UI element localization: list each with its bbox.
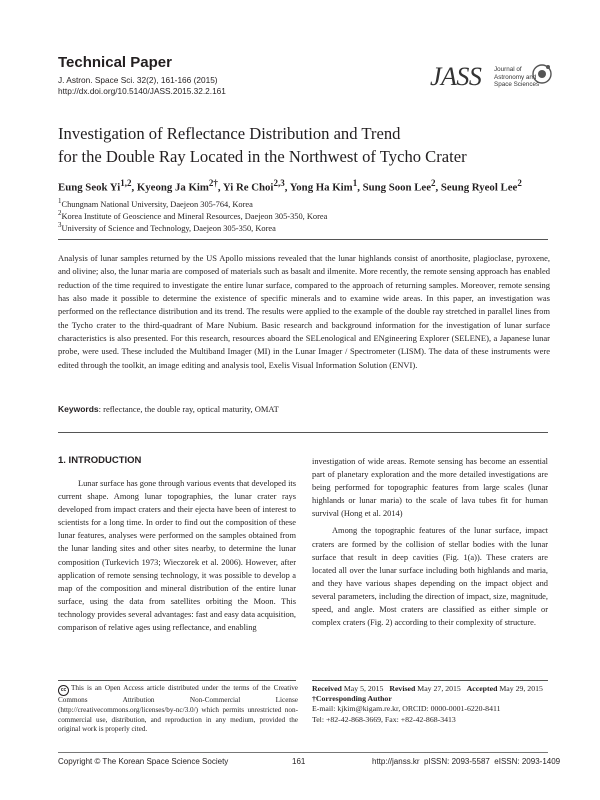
paper-title — [58, 122, 558, 168]
body-paragraph: investigation of wide areas. Remote sensing has become an essential part of planetary exploration and the more detailed investigations are being performed for topographic features from large scales (lunar highlands or lunar maria) to the scale of lava tubes fit for human survival (Hong et al. 2014) — [312, 457, 548, 519]
page-number: 161 — [292, 757, 306, 766]
logo-sub-line: Space Sciences — [494, 81, 540, 89]
keywords-label: Keywords — [58, 404, 99, 414]
corresponding-author: †Corresponding Author — [312, 694, 392, 704]
affiliation-sup: 3 — [58, 221, 62, 229]
author-sup: 1,2 — [120, 178, 132, 188]
title-line: for the Double Ray Located in the Northwest of Tycho Crater — [58, 147, 467, 166]
received-date: May 5, 2015 — [343, 684, 384, 693]
affiliation-text: Chungnam National University, Daejeon 305-764, Korea — [61, 199, 253, 209]
divider — [58, 432, 548, 433]
divider — [312, 680, 548, 681]
abstract: Analysis of lunar samples returned by the US Apollo missions revealed that the lunar highlands consist of anorthosite, plagioclase, pyroxene, and olivine; also, the lunar maria are composed of materials such as basalt and ilmenite. More recently, the remote sensing approach has enabled reduction of the time required to investigate the entire lunar surface, compared to the approach of returning samples. Moreover, remote sensing has also made it possible to determine the existence of specific minerals and to examine wide areas. In this paper, an investigation was performed on the reflectance distribution and its trend. The results were applied to the example of the double ray stretched in parallel lines from the Tycho crater to the third-quadrant of Mare Nubium. Basic research and background information for the investigation of lunar surface characteristics is also presented. For this research, resources aboard the SELenological and ENgineering Explorer (SELENE), a Japanese lunar probe, were used. These included the Multiband Imager (MI) in the Lunar Imager / Spectrometer (LISM). The data of these instruments were edited through the toolkit, an image editing and analysis tool, Exelis Visual Information Solution (ENVI). — [58, 253, 550, 370]
affiliation — [58, 219, 276, 235]
title-line: Investigation of Reflectance Distribution and Trend — [58, 124, 401, 143]
author-email: E-mail: kjkim@kigam.re.kr, ORCID: 0000-0001-6220-8411 — [312, 704, 501, 714]
author-phone: Tel: +82-42-868-3669, Fax: +82-42-868-3413 — [312, 714, 456, 724]
author-sup: 2† — [208, 178, 218, 188]
divider — [58, 680, 296, 681]
author-sup: 2 — [431, 178, 436, 188]
author-list: Eung Seok Yi$^{1,2}$, Kyeong Ja Kim$^{2\dagger}$, Yi Re Choi$^{2,3}$, Yong Ha Kim$^1$, Sung Soon Lee$^2$, Seung Ryeol Lee$^2$ — [58, 178, 522, 194]
license-note — [58, 684, 298, 735]
author-name: Kyeong Ja Kim — [136, 181, 209, 194]
body-column-right — [312, 455, 548, 629]
logo-sub-line: Journal of — [494, 66, 522, 73]
paper-type: Technical Paper — [58, 54, 172, 71]
affiliation-text: Korea Institute of Geoscience and Mineral Resources, Daejeon 305-350, Korea — [61, 211, 328, 221]
author-name: Yi Re Choi — [222, 181, 274, 194]
author-sup: 2,3 — [273, 178, 285, 188]
doi-link[interactable]: http://dx.doi.org/10.5140/JASS.2015.32.2.161 — [58, 86, 226, 96]
footer-divider — [58, 752, 548, 753]
author-name: Yong Ha Kim — [289, 181, 353, 194]
author-sup: 2 — [517, 178, 522, 188]
body-paragraph: Lunar surface has gone through various events that developed its current shape. Among lunar topographies, the lunar crater rays developed from impact craters and their ejecta have been of interest to scientists for a long time. In order to find out the composition of these lunar features, analyses were performed on the samples obtained from the lunar landing sites and other sites nearby, to determine the lunar composition (Turkevich 1973; Wieczorek et al. 2006). However, after application of remote sensing technology, it was possible to develop a map of the composition and mineral distribution of the entire lunar surface, using the data from satellites orbiting the Moon. This technology provides several advantages: fast and easy data acquisition, comparison of relative ages using reflectance, and enabling — [58, 479, 296, 633]
divider — [58, 239, 548, 240]
body-column-left — [58, 477, 296, 634]
affiliation-text: University of Science and Technology, Daejeon 305-350, Korea — [61, 223, 276, 233]
revised-date: May 27, 2015 — [417, 684, 461, 693]
author-sup: 1 — [352, 178, 358, 188]
keywords — [58, 404, 548, 414]
accepted-date: May 29, 2015 — [499, 684, 543, 693]
logo-jass-text: JASS — [430, 62, 482, 91]
orbit-logo-icon — [530, 62, 554, 86]
creative-commons-icon: cc — [58, 685, 69, 696]
body-paragraph: Among the topographic features of the lunar surface, impact craters are formed by the collision of stellar bodies with the lunar surface that result in deep cavities (Fig. 1(a)). These craters are located all over the lunar surface including both highlands and maria, and they have various shapes depending on the impact object and several parameters, including the direction of impact, size, magnitude, speed, and angle. Most craters are classified as either simple or complex craters (Fig. 2) according to their complexity of structure. — [312, 526, 548, 628]
author-name: Sung Soon Lee — [362, 181, 431, 194]
accepted-label: Accepted — [466, 684, 498, 693]
article-history — [312, 684, 552, 725]
dates-line — [312, 684, 552, 694]
footer-issn: http://janss.kr pISSN: 2093-5587 eISSN: 2093-1409 — [372, 757, 561, 766]
affiliation-sup: 2 — [58, 209, 62, 217]
footer-copyright: Copyright © The Korean Space Science Society — [58, 757, 229, 766]
received-label: Received — [312, 684, 342, 693]
author-name: Seung Ryeol Lee — [440, 181, 518, 194]
license-text: This is an Open Access article distributed under the terms of the Creative Commons Attribution Non-Commercial License (http://creativecommons.org/licenses/by-nc/3.0/) which permits unrestricted non-commercial use, distribution, and reproduction in any medium, provided the original work is properly cited. — [58, 684, 298, 734]
journal-logo — [430, 60, 555, 100]
affiliation-sup: 1 — [58, 197, 62, 205]
revised-label: Revised — [389, 684, 416, 693]
citation: J. Astron. Space Sci. 32(2), 161-166 (2015) — [58, 75, 218, 85]
section-heading: 1. INTRODUCTION — [58, 455, 142, 466]
author-name: Eung Seok Yi — [58, 181, 121, 194]
logo-sub-line: Astronomy and — [494, 73, 537, 81]
keywords-text: : reflectance, the double ray, optical maturity, OMAT — [98, 404, 279, 414]
